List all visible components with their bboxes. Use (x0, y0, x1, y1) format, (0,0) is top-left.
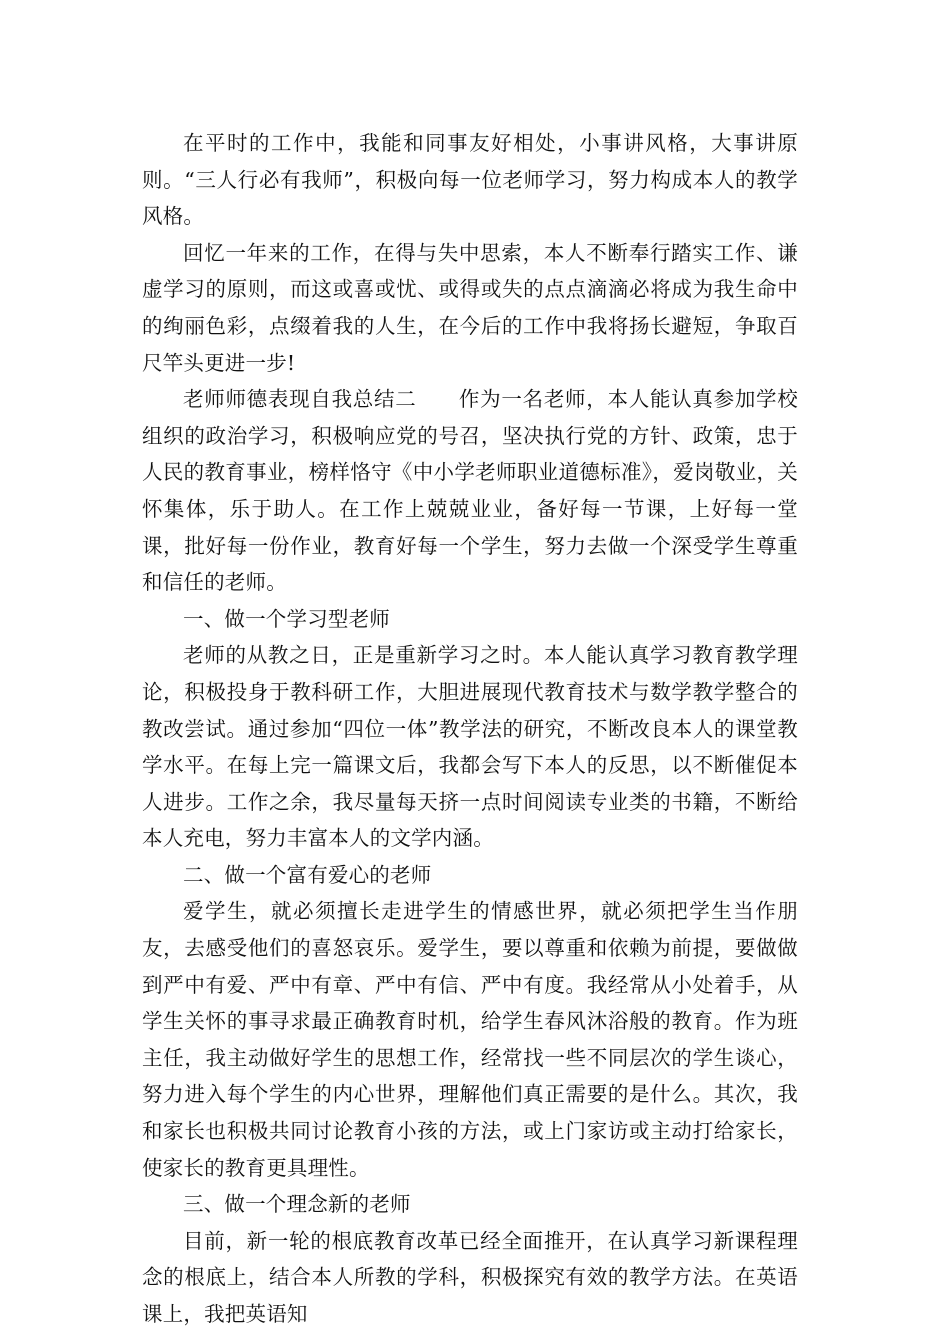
section-heading-caring-teacher: 二、做一个富有爱心的老师 (183, 862, 432, 887)
document-body (142, 125, 798, 1333)
section-heading-new-concept-teacher: 三、做一个理念新的老师 (183, 1192, 411, 1217)
paragraph-caring-teacher: 爱学生，就必须擅长走进学生的情感世界，就必须把学生当作朋友，去感受他们的喜怒哀乐。爱学生，要以尊重和依赖为前提，要做做到严中有爱、严中有章、严中有信、严中有度。我经常从小处着手，从学生关怀的事寻求最正确教育时机，给学生春风沐浴般的教育。作为班主任，我主动做好学生的思想工作，经常找一些不同层次的学生谈心，努力进入每个学生的内心世界，理解他们真正需要的是什么。其次，我和家长也积极共同讨论教育小孩的方法，或上门家访或主动打给家长，使家长的教育更具理性。 (142, 899, 798, 1180)
paragraph-new-concept-teacher: 目前，新一轮的根底教育改革已经全面推开，在认真学习新课程理念的根底上，结合本人所教的学科，积极探究有效的教学方法。在英语课上，我把英语知 (142, 1228, 798, 1326)
paragraph-learning-teacher: 老师的从教之日，正是重新学习之时。本人能认真学习教育教学理论，积极投身于教科研工作，大胆进展现代教育技术与数学教学整合的教改尝试。通过参加“四位一体”教学法的研究，不断改良本人的课堂教学水平。在每上完一篇课文后，我都会写下本人的反思，以不断催促本人进步。工作之余，我尽量每天挤一点时间阅读专业类的书籍，不断给本人充电，努力丰富本人的文学内涵。 (142, 643, 798, 851)
paragraph-summary-two-intro: 老师师德表现自我总结二 作为一名老师，本人能认真参加学校组织的政治学习，积极响应党的号召，坚决执行党的方针、政策，忠于人民的教育事业，榜样恪守《中小学老师职业道德标准》，爱岗敬业，关怀集体，乐于助人。在工作上兢兢业业，备好每一节课，上好每一堂课，批好每一份作业，教育好每一个学生，努力去做一个深受学生尊重和信任的老师。 (142, 387, 798, 595)
section-heading-learning-teacher: 一、做一个学习型老师 (183, 606, 390, 631)
paragraph-year-review: 回忆一年来的工作，在得与失中思索，本人不断奉行踏实工作、谦虚学习的原则，而这或喜或忧、或得或失的点点滴滴必将成为我生命中的绚丽色彩，点缀着我的人生，在今后的工作中我将扬长避短，争取百尺竿头更进一步! (142, 240, 798, 375)
paragraph-colleague-relations: 在平时的工作中，我能和同事友好相处，小事讲风格，大事讲原则。“三人行必有我师”，积极向每一位老师学习，努力构成本人的教学风格。 (142, 131, 798, 229)
